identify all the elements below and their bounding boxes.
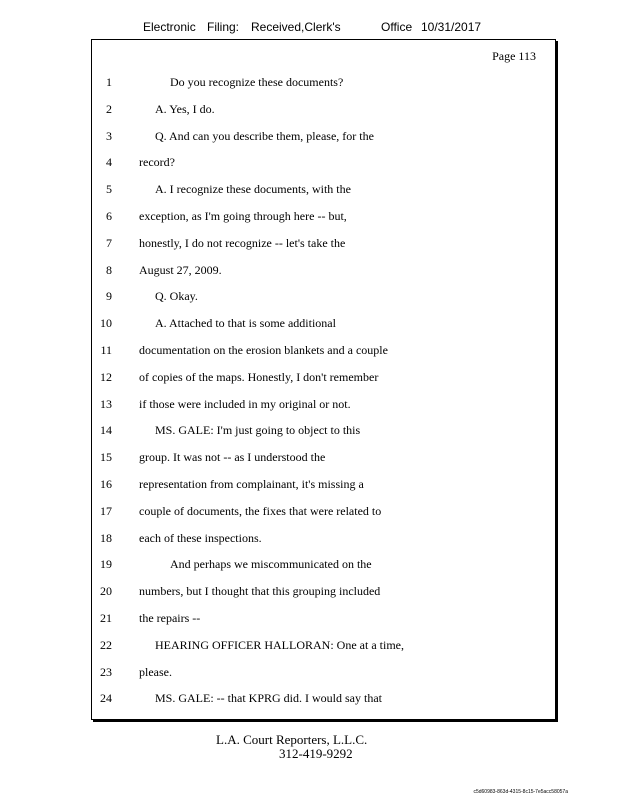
filing-stamp-part: Electronic — [143, 20, 196, 34]
line-text: record? — [139, 155, 175, 170]
line-number: 6 — [106, 209, 112, 223]
line-number: 15 — [100, 450, 112, 465]
line-number: 20 — [100, 584, 112, 599]
line-text: please. — [139, 664, 172, 679]
line-number: 13 — [100, 396, 112, 411]
line-number: 1 — [106, 75, 112, 89]
line-number: 11 — [100, 343, 112, 357]
line-number: 4 — [106, 155, 112, 170]
line-number: 16 — [100, 477, 112, 491]
line-text: A. Attached to that is some additional — [155, 316, 336, 331]
line-number: 21 — [100, 611, 112, 625]
line-number: 17 — [100, 503, 112, 518]
line-number: 3 — [106, 128, 112, 143]
line-text: documentation on the erosion blankets and a couple — [139, 343, 388, 357]
line-text: exception, as I'm going through here -- but, — [139, 209, 347, 223]
line-number: 19 — [100, 557, 112, 572]
line-text: A. Yes, I do. — [155, 101, 215, 116]
page-number: Page 113 — [492, 49, 536, 63]
line-text: honestly, I do not recognize -- let's take the — [139, 235, 346, 250]
line-number: 14 — [100, 423, 112, 438]
line-number: 8 — [106, 262, 112, 277]
filing-stamp-part: Office — [381, 20, 413, 34]
line-number: 10 — [100, 316, 112, 331]
reporter-company: L.A. Court Reporters, L.L.C. — [216, 732, 368, 747]
line-text: group. It was not -- as I understood the — [139, 450, 326, 465]
line-number: 12 — [100, 369, 112, 384]
line-text: each of these inspections. — [139, 530, 262, 545]
filing-stamp-date: 10/31/2017 — [421, 20, 482, 34]
line-number: 9 — [106, 289, 112, 304]
line-text: August 27, 2009. — [139, 262, 222, 277]
line-text: the repairs -- — [139, 611, 201, 625]
line-number: 22 — [100, 637, 112, 652]
line-text: couple of documents, the fixes that were related to — [139, 503, 382, 518]
line-text: numbers, but I thought that this grouping included — [139, 584, 381, 599]
line-number: 18 — [100, 530, 112, 545]
line-number: 2 — [106, 101, 112, 116]
line-text: Do you recognize these documents? — [170, 75, 344, 89]
line-text: A. I recognize these documents, with the — [155, 182, 351, 197]
line-text: MS. GALE: I'm just going to object to this — [155, 423, 361, 438]
line-text: MS. GALE: -- that KPRG did. I would say that — [155, 691, 382, 706]
reporter-phone: 312-419-9292 — [279, 746, 353, 761]
line-text: HEARING OFFICER HALLORAN: One at a time, — [155, 637, 404, 652]
line-text: Q. Okay. — [155, 289, 198, 304]
filing-stamp-part: Filing: — [207, 20, 240, 34]
line-number: 7 — [106, 235, 112, 250]
document-hash: c5d60983-863d-4315-8c15-7e5acc58057a — [473, 789, 568, 795]
filing-stamp — [143, 20, 481, 34]
line-number: 24 — [100, 691, 112, 706]
line-number: 5 — [106, 182, 112, 197]
line-text: of copies of the maps. Honestly, I don't remember — [139, 369, 379, 384]
line-text: if those were included in my original or not. — [139, 396, 351, 411]
line-number: 23 — [100, 664, 112, 679]
line-text: representation from complainant, it's missing a — [139, 477, 364, 491]
filing-stamp-part: Received,Clerk's — [251, 20, 341, 34]
line-text: And perhaps we miscommunicated on the — [170, 557, 372, 572]
line-text: Q. And can you describe them, please, for the — [155, 128, 374, 143]
